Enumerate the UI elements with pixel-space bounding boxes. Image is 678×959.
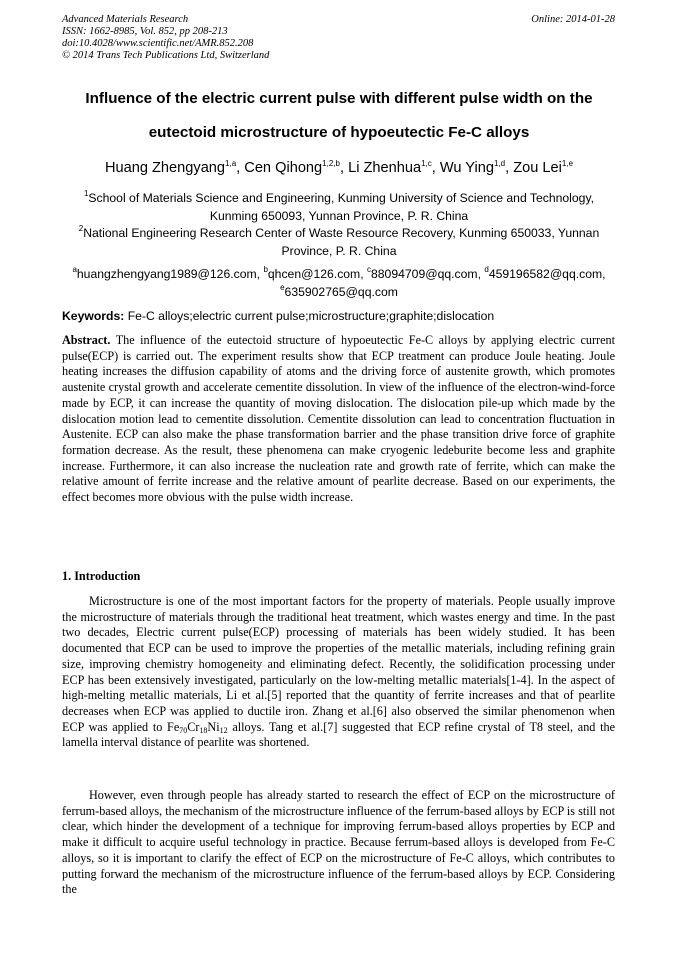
- journal-issn: ISSN: 1662-8985, Vol. 852, pp 208-213: [62, 26, 228, 37]
- email-mark: a: [72, 265, 77, 274]
- section-heading-introduction: 1. Introduction: [62, 569, 141, 583]
- alloy-subscript: 18: [199, 725, 208, 735]
- online-date: Online: 2014-01-28: [531, 14, 615, 25]
- email-mark: b: [263, 265, 268, 274]
- email-mark: c: [367, 265, 371, 274]
- journal-copyright: © 2014 Trans Tech Publications Ltd, Switzerland: [62, 50, 270, 61]
- intro-text: alloys. Tang et al.[7] suggested that ECP refine crystal of T8 steel, and the lamella interval distance of pearlite was shortened.: [62, 719, 615, 750]
- email-mark: e: [280, 283, 285, 292]
- alloy-subscript: 70: [179, 725, 188, 735]
- author-name: Zou Lei: [513, 160, 562, 176]
- journal-name: Advanced Materials Research: [62, 14, 189, 25]
- alloy-subscript: 12: [219, 725, 228, 735]
- alloy-element: Ni: [207, 719, 220, 734]
- journal-doi: doi:10.4028/www.scientific.net/AMR.852.208: [62, 38, 254, 49]
- keywords-text: Fe-C alloys;electric current pulse;microstructure;graphite;dislocation: [127, 309, 495, 323]
- author-list: Huang Zhengyang$^{1,a}$, Cen Qihong$^{1,2,b}$, Li Zhenhua$^{1,c}$, Wu Ying$^{1,d}$, Zou Lei$^{1,e}$: [104, 159, 574, 176]
- intro-paragraph-2: However, even through people has already started to research the effect of ECP on the microstructure of ferrum-based alloys, the mechanism of the microstructure influence of the ferrum-based alloys by ECP is still not clear, which hinder the development of a technique for improving ferrum-based alloys properties by ECP and make it difficult to acquire useful technology in practice. Because ferrum-based alloys is developed from Fe-C alloys, so it is important to clarify the effect of ECP on the microstructure of Fe-C alloys, which contributes to putting forward the mechanism of the microstructure influence of the ferrum-based alloys by ECP. Considering the: [62, 788, 615, 897]
- paper-title-line-1: Influence of the electric current pulse with different pulse width on the: [85, 90, 593, 107]
- author-affil-mark: 1,2,b: [322, 159, 340, 168]
- email-list: $^a$huangzhengyang1989@126.com, $^b$qhcen@126.com, $^c$88094709@qq.com, $^d$459196582@qq.com, $^e$635902765@qq.com: [72, 265, 606, 299]
- abstract-paragraph: [62, 333, 615, 506]
- author-name: Huang Zhengyang: [104, 160, 226, 176]
- abstract-text: The influence of the eutectoid structure of hypoeutectic Fe-C alloys by applying electric current pulse(ECP) is carried out. The experiment results show that ECP treatment can produce Joule heating. Joule heating increases the diffusion capability of atoms and the driving force of austenite growth, which promotes austenite crystal growth and accelerate cementite dissolution. In view of the influence of the electron-wind-force made by ECP, it can increase the quantity of moving dislocation. The dislocation pile-up which made by the dislocation motion lead to cementite dissolution. Cementite dissolution can lead to concentration fluctuation in Austenite. ECP can also make the phase transformation barrier and the phase transition drive force of graphite formation decrease. As the result, these phenomena can make cryogenic ledeburite become less and graphite increase. Furthermore, it can also increase the nucleation rate and growth rate of ferrite, which can make the relative amount of ferrite increase and the relative amount of pearlite decrease. Based on our experiments, the effect becomes more obvious with the pulse width increase.: [62, 333, 616, 505]
- affiliation-text: National Engineering Research Center of Waste Resource Recovery, Kunming 650033, Yunnan Province, P. R. China: [83, 226, 600, 258]
- affiliation-1: [62, 189, 616, 225]
- author-name: Li Zhenhua: [348, 160, 422, 176]
- affiliation-2: [62, 224, 616, 260]
- intro-paragraph-1: [62, 594, 615, 751]
- email-address[interactable]: 459196582@qq.com: [488, 267, 603, 281]
- journal-header: [62, 14, 269, 62]
- keywords-line: [62, 309, 494, 323]
- author-name: Cen Qihong: [244, 160, 323, 176]
- abstract-label: Abstract.: [62, 333, 111, 347]
- email-address[interactable]: huangzhengyang1989@126.com: [76, 267, 257, 281]
- author-affil-mark: 1,d: [493, 159, 506, 168]
- affiliation-mark: 2: [78, 224, 84, 233]
- author-name: Wu Ying: [439, 160, 494, 176]
- email-address[interactable]: 635902765@qq.com: [284, 285, 398, 299]
- intro-text: Microstructure is one of the most important factors for the property of materials. People usually improve the microstructure of materials through the traditional heat treatment, which wastes energy and time. In the past two decades, Electric current pulse(ECP) processing of materials has been widely studied. It has been documented that ECP can be used to improve the properties of the metallic materials, including refining grain size, improving chemistry homogeneity and eliminating defect. Recently, the solidification processing under ECP has been extensively investigated, particularly on the low-melting metallic materials[1-4]. In the aspect of high-melting metallic materials, Li et al.[5] reported that the quantity of ferrite increases and that of pearlite decreases when ECP was applied to ductile iron. Zhang et al.[6] also observed the similar phenomenon when ECP was applied to Fe: [62, 594, 615, 734]
- affiliation-mark: 1: [83, 189, 89, 198]
- email-address[interactable]: 88094709@qq.com: [371, 267, 478, 281]
- alloy-element: Cr: [187, 719, 200, 734]
- author-affil-mark: 1,c: [421, 159, 432, 168]
- author-affil-mark: 1,a: [225, 159, 237, 168]
- author-affil-mark: 1,e: [561, 159, 574, 168]
- paper-title-line-2: eutectoid microstructure of hypoeutectic Fe-C alloys: [148, 124, 530, 141]
- keywords-label: Keywords:: [62, 309, 125, 323]
- email-mark: d: [484, 265, 489, 274]
- affiliation-text: School of Materials Science and Engineering, Kunming University of Science and Technology, Kunming 650093, Yunnan Province, P. R. China: [88, 191, 595, 223]
- email-address[interactable]: qhcen@126.com: [267, 267, 361, 281]
